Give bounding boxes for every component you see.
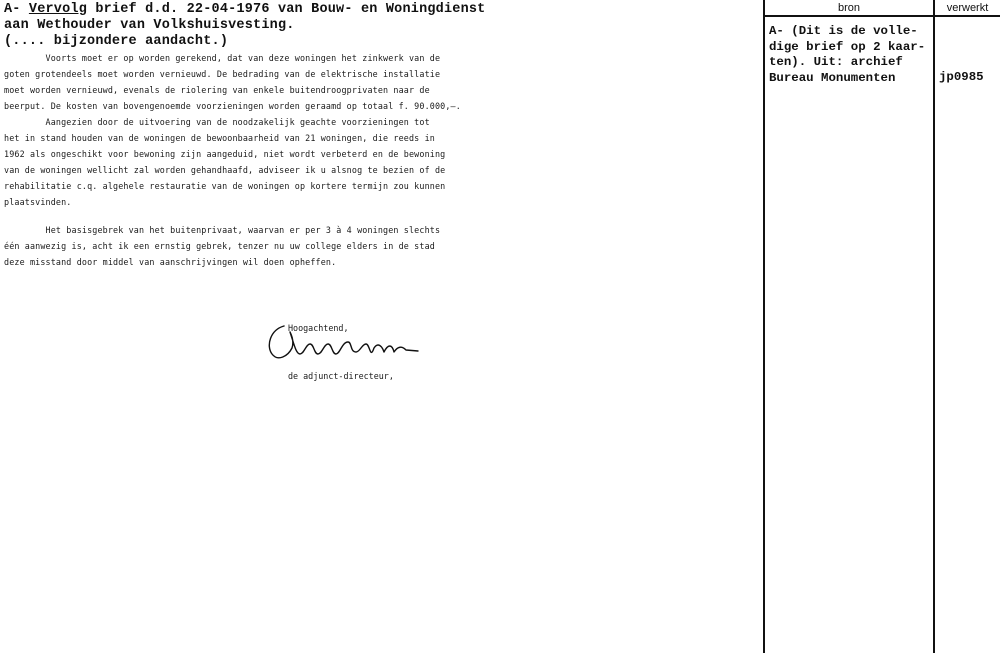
verwerkt-column-header: verwerkt (946, 2, 989, 14)
paragraph-3 (4, 222, 524, 270)
table-left-border (763, 0, 765, 653)
header-line-1 (4, 2, 524, 18)
closing-signatory-title: de adjunct-directeur, (288, 371, 394, 381)
verwerkt-cell: jp0985 (939, 70, 984, 84)
body-line: het in stand houden van de woningen de bewoonbaarheid van 21 woningen, die reeds in (4, 133, 435, 143)
paragraph-2 (4, 114, 524, 210)
paragraph-gap (4, 210, 524, 222)
header-underlined-word: Vervolg (28, 2, 88, 17)
letter-body (4, 50, 524, 270)
bron-cell: A- (Dit is de volle- dige brief op 2 kaar- ten). Uit: archief Bureau Monumenten (769, 24, 926, 85)
body-line: goten grotendeels moet worden vernieuwd. De bedrading van de elektrische installatie (4, 69, 441, 79)
header-line-1-text: brief d.d. 22-04-1976 van Bouw- en Woningdienst (87, 2, 486, 17)
body-line: beerput. De kosten van bovengenoemde voorzieningen worden geraamd op totaal f. 90.000,—. (4, 101, 461, 111)
body-line: Het basisgebrek van het buitenprivaat, waarvan er per 3 à 4 woningen slechts (4, 225, 441, 235)
body-line: rehabilitatie c.q. algehele restauratie van de woningen op kortere termijn zou kunnen (4, 181, 446, 191)
body-line: Aangezien door de uitvoering van de noodzakelijk geachte voorzieningen tot (4, 117, 430, 127)
handwritten-signature (262, 320, 422, 364)
body-line: Voorts moet er op worden gerekend, dat van deze woningen het zinkwerk van de (4, 53, 441, 63)
header-line-2: aan Wethouder van Volkshuisvesting. (4, 18, 295, 33)
closing-greeting: Hoogachtend, (288, 323, 349, 333)
body-line: één aanwezig is, acht ik een ernstig gebrek, tenzer nu uw college elders in de stad (4, 241, 435, 251)
body-line: moet worden vernieuwd, evenals de riolering van enkele buitendroogprivaten naar de (4, 85, 430, 95)
letter-header (4, 2, 524, 50)
paragraph-1 (4, 50, 524, 114)
header-line-3: (.... bijzondere aandacht.) (4, 34, 229, 49)
table-header-rule (764, 15, 1000, 17)
header-prefix: A- (4, 2, 29, 17)
table-column-divider (933, 0, 935, 653)
body-line: deze misstand door middel van aanschrijvingen wil doen opheffen. (4, 257, 337, 267)
body-line: 1962 als ongeschikt voor bewoning zijn aangeduid, niet wordt verbeterd en de bewoning (4, 149, 446, 159)
body-line: plaatsvinden. (4, 197, 72, 207)
bron-column-header: bron (837, 2, 861, 14)
body-line: van de woningen wellicht zal worden gehandhaafd, adviseer ik u alsnog te bezien of de (4, 165, 446, 175)
